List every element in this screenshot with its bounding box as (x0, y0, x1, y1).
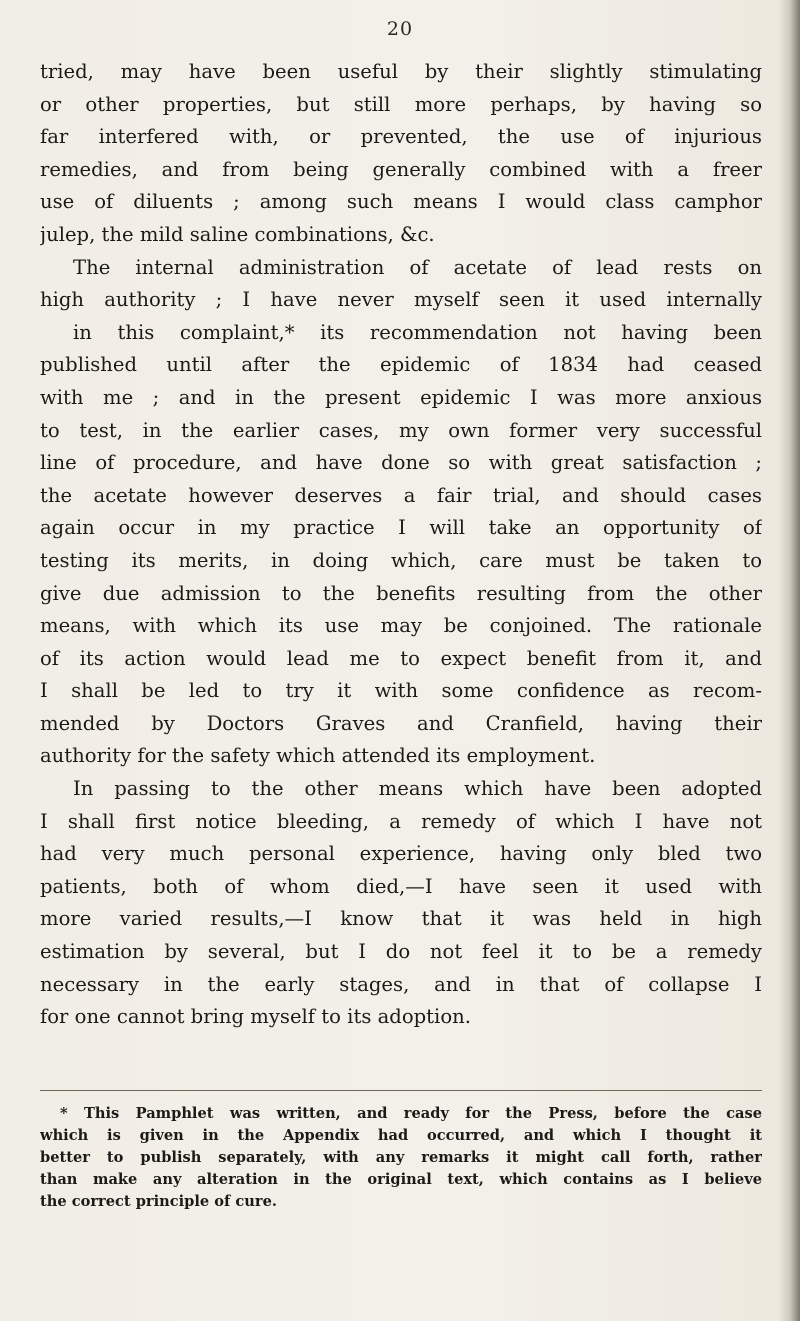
text-line: mended by Doctors Graves and Cranfield, having their (40, 711, 762, 735)
text-line: again occur in my practice I will take an opportunity of (40, 516, 762, 540)
text-line: testing its merits, in doing which, care must be taken to (40, 548, 762, 572)
text-line: The internal administration of acetate of lead rests on (73, 255, 762, 279)
page-number: 20 (386, 18, 414, 40)
text-line: give due admission to the benefits resulting from the other (40, 581, 762, 605)
text-line: estimation by several, but I do not feel it to be a remedy (40, 940, 762, 964)
text-line: authority for the safety which attended its employment. (40, 744, 596, 768)
footnote-line: which is given in the Appendix had occurred, and which I thought it (40, 1127, 762, 1144)
text-line: remedies, and from being generally combined with a freer (40, 157, 762, 181)
text-line: far interfered with, or prevented, the use of injurious (40, 125, 762, 149)
text-line: julep, the mild saline combinations, &c. (40, 222, 435, 246)
text-line: the acetate however deserves a fair trial, and should cases (40, 483, 762, 507)
text-line: I shall first notice bleeding, a remedy of which I have not (40, 809, 762, 833)
footnote-line: the correct principle of cure. (40, 1193, 277, 1210)
footnote-line: better to publish separately, with any remarks it might call forth, rather (40, 1149, 762, 1166)
text-line: of its action would lead me to expect benefit from it, and (40, 646, 762, 670)
text-line: means, with which its use may be conjoined. The rationale (40, 614, 762, 638)
main-text (40, 56, 762, 1034)
text-line: to test, in the earlier cases, my own former very successful (40, 418, 762, 442)
footnote-line: * This Pamphlet was written, and ready for the Press, before the case (60, 1105, 762, 1122)
text-line: tried, may have been useful by their slightly stimulating (40, 60, 762, 83)
text-line: high authority ; I have never myself seen it used internally (40, 288, 762, 312)
text-line: In passing to the other means which have been adopted (73, 777, 762, 801)
text-line: in this complaint,* its recommendation not having been (73, 320, 762, 344)
page-edge-shadow (778, 0, 800, 1321)
text-line: I shall be led to try it with some confidence as recom- (40, 679, 762, 703)
footnote-rule (40, 1090, 762, 1091)
footnote (40, 1103, 762, 1213)
text-line: use of diluents ; among such means I would class camphor (40, 190, 762, 214)
text-line: with me ; and in the present epidemic I was more anxious (40, 385, 762, 409)
text-line: or other properties, but still more perhaps, by having so (40, 92, 762, 116)
text-line: patients, both of whom died,—I have seen it used with (40, 874, 762, 898)
text-line: for one cannot bring myself to its adoption. (40, 1005, 471, 1029)
text-line: more varied results,—I know that it was held in high (40, 907, 762, 931)
text-line: published until after the epidemic of 1834 had ceased (40, 353, 762, 377)
text-line: line of procedure, and have done so with great satisfaction ; (40, 451, 762, 475)
footnote-line: than make any alteration in the original text, which contains as I believe (40, 1171, 762, 1188)
text-line: necessary in the early stages, and in that of collapse I (40, 972, 762, 996)
text-line: had very much personal experience, having only bled two (40, 842, 762, 866)
